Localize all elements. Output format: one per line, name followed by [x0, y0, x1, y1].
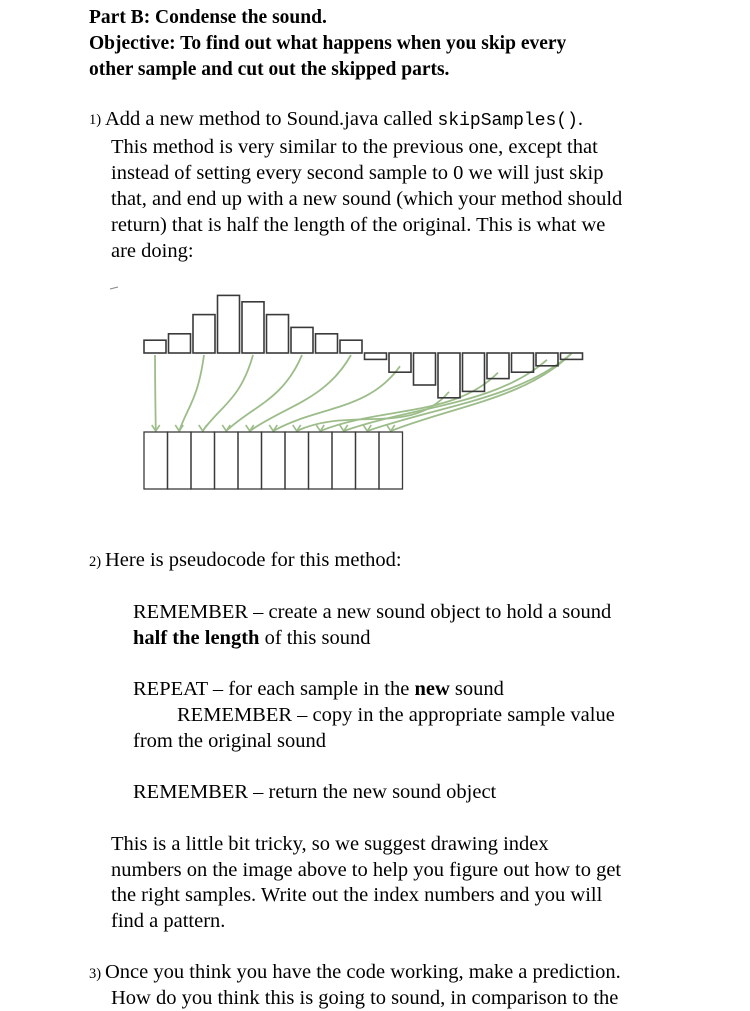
- new-sample-cell: [262, 432, 286, 489]
- step-3-line-1: Once you think you have the code working, make a prediction.: [105, 961, 621, 983]
- step-1-prefix: Add a new method to Sound.java called: [105, 108, 438, 130]
- original-sample-bar: [144, 340, 166, 353]
- hint-line-3: the right samples. Write out the index numbers and you will: [111, 884, 603, 906]
- pen-mark: [110, 287, 118, 289]
- part-title: Part B: Condense the sound.: [89, 7, 327, 28]
- new-sample-cell: [144, 432, 168, 489]
- new-sample-cell: [356, 432, 380, 489]
- half-length-emphasis: half the length: [133, 627, 260, 649]
- method-name: skipSamples(): [437, 111, 578, 131]
- mapping-arrow: [179, 355, 204, 431]
- step-1-line-6: are doing:: [111, 240, 194, 262]
- original-sample-bar: [487, 353, 509, 379]
- original-sample-bar: [389, 353, 411, 372]
- original-sample-bar: [512, 353, 534, 372]
- hint-line-4: find a pattern.: [111, 910, 226, 932]
- step-1-line-2: This method is very similar to the previous one, except that: [111, 136, 598, 158]
- step-1-suffix: .: [577, 108, 584, 130]
- new-sample-cell: [285, 432, 309, 489]
- new-sample-cell: [191, 432, 215, 489]
- arrow-head: [175, 425, 183, 431]
- skip-samples-diagram: [100, 280, 660, 510]
- arrow-head: [222, 425, 230, 431]
- pseudocode-remember-3: REMEMBER – return the new sound object: [133, 781, 497, 803]
- pseudocode-remember-1-line-1: REMEMBER – create a new sound object to hold a sound: [133, 601, 612, 623]
- step-1-line-4: that, and end up with a new sound (which your method should: [111, 188, 623, 210]
- step-1-line-5: return) that is half the length of the original. This is what we: [111, 214, 606, 236]
- step-3-number: 3): [89, 966, 102, 982]
- mapping-arrow: [297, 392, 449, 431]
- section-heading: [89, 5, 689, 83]
- new-sample-cell: [379, 432, 403, 489]
- original-sample-bar: [193, 315, 215, 353]
- objective-line-2: other sample and cut out the skipped parts.: [89, 59, 450, 80]
- new-sample-cell: [238, 432, 262, 489]
- remember-1-tail: of this sound: [259, 627, 371, 649]
- original-sample-bar: [438, 353, 460, 398]
- step-2-intro: Here is pseudocode for this method:: [105, 549, 402, 571]
- new-sound-cells: [144, 432, 403, 489]
- arrow-head: [199, 425, 207, 431]
- step-1-number: 1): [89, 112, 102, 128]
- original-sample-bar: [218, 295, 240, 353]
- objective-line-1: Objective: To find out what happens when you skip every: [89, 33, 567, 54]
- mapping-arrow: [203, 355, 253, 431]
- repeat-suffix: sound: [449, 678, 504, 700]
- mapping-arrow: [155, 355, 156, 431]
- original-sample-bar: [267, 315, 289, 353]
- step-2-number: 2): [89, 554, 102, 570]
- original-sample-bar: [340, 340, 362, 353]
- step-1-line-3: instead of setting every second sample to 0 we will just skip: [111, 162, 604, 184]
- original-sample-bar: [316, 334, 338, 353]
- pseudocode-repeat: [133, 676, 504, 702]
- hint-line-1: This is a little bit tricky, so we suggest drawing index: [111, 833, 549, 855]
- original-sample-bar: [291, 327, 313, 353]
- pseudocode-remember-2-line-2: from the original sound: [133, 730, 327, 752]
- pseudocode-remember-1-line-2: [133, 625, 371, 651]
- new-sample-cell: [332, 432, 356, 489]
- original-sample-bar: [536, 353, 558, 366]
- repeat-prefix: REPEAT – for each sample in the: [133, 678, 415, 700]
- original-sample-bar: [414, 353, 436, 385]
- original-sound-bars: [144, 295, 583, 397]
- new-sample-cell: [168, 432, 192, 489]
- new-emphasis: new: [414, 678, 450, 700]
- pseudocode-remember-2-line-1: REMEMBER – copy in the appropriate sample value: [177, 704, 615, 726]
- original-sample-bar: [365, 353, 387, 359]
- step-3-line-2: How do you think this is going to sound, in comparison to the: [111, 987, 619, 1009]
- mapping-arrow: [226, 355, 302, 431]
- original-sample-bar: [242, 302, 264, 353]
- new-sample-cell: [309, 432, 333, 489]
- original-sample-bar: [169, 334, 191, 353]
- step-1-line-1: [105, 106, 583, 134]
- new-sample-cell: [215, 432, 239, 489]
- hint-line-2: numbers on the image above to help you figure out how to get: [111, 859, 622, 881]
